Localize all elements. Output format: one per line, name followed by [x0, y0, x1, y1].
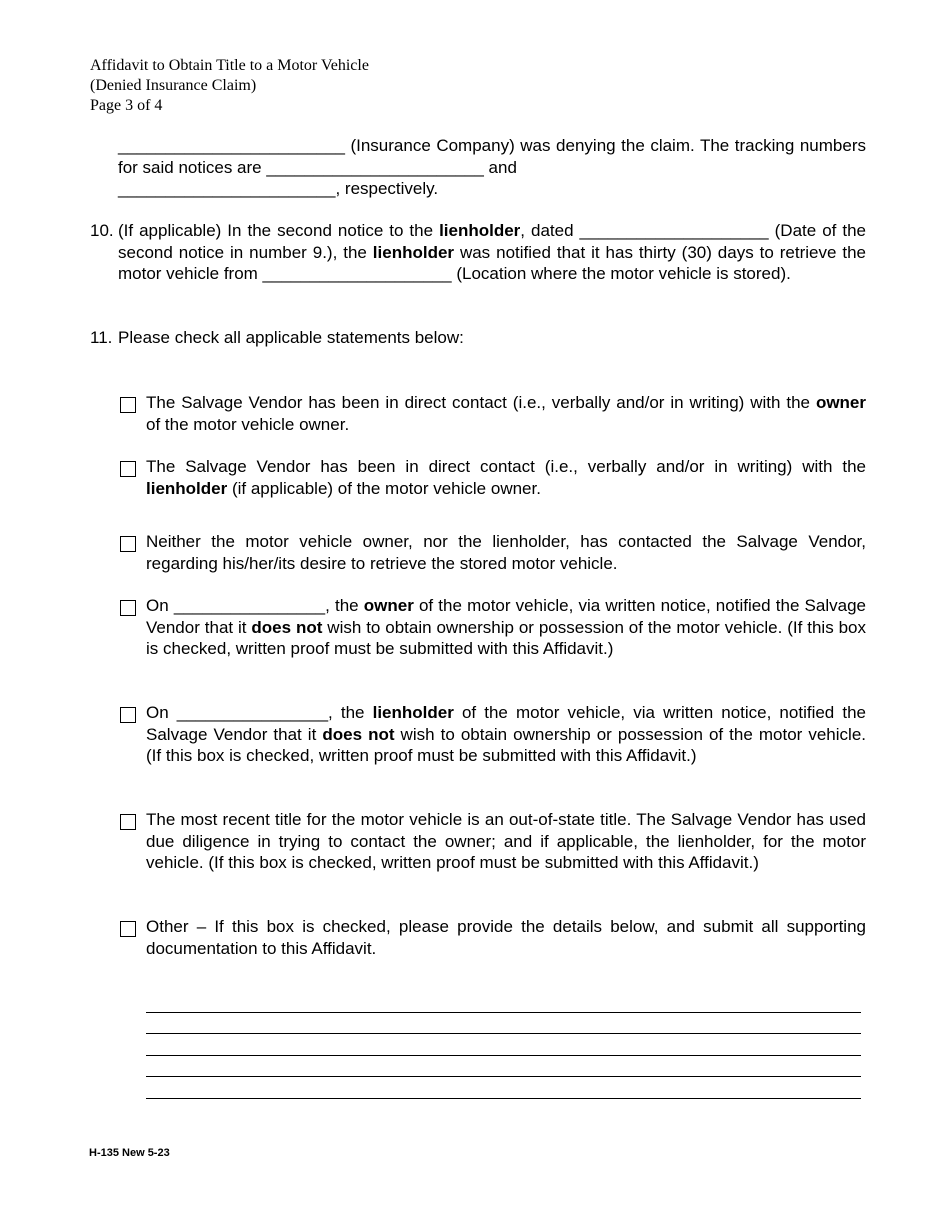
item-10-text — [118, 220, 866, 285]
checkbox-text-part: The Salvage Vendor has been in direct contact (i.e., verbally and/or in writing) with the — [146, 393, 816, 412]
checkbox-text-bold: lienholder — [372, 703, 454, 722]
checkbox-item-lienholder-contact — [118, 456, 866, 499]
checkbox-item-owner-contact — [118, 392, 866, 435]
checkbox-item-text: The most recent title for the motor vehicle is an out-of-state title. The Salvage Vendor has used due diligence in trying to contact the owner; and if applicable, the lienholder, for the motor vehicle. (If this box is checked, written proof must be submitted with this Affidavit.) — [146, 810, 866, 872]
no-contact-checkbox[interactable] — [120, 536, 136, 552]
checkbox-text-part: of the motor vehicle, via written notice, notified the Salvage Vendor that it — [146, 596, 866, 637]
details-blank-line[interactable] — [146, 1013, 861, 1035]
item9-continuation-line2: _______________________, respectively. — [118, 179, 439, 198]
details-blank-line[interactable] — [146, 1077, 861, 1099]
checkbox-item-text — [146, 702, 866, 767]
owner-contact-checkbox[interactable] — [120, 397, 136, 413]
page-number: Page 3 of 4 — [90, 97, 163, 114]
checkbox-item-text — [146, 456, 866, 499]
out-of-state-checkbox[interactable] — [120, 814, 136, 830]
checkbox-text-bold: does not — [322, 724, 395, 744]
item-11-text: Please check all applicable statements below: — [118, 328, 464, 347]
checkbox-item-owner-declined — [118, 595, 866, 660]
details-blank-line[interactable] — [146, 1056, 861, 1078]
checkbox-item-text: Neither the motor vehicle owner, nor the lienholder, has contacted the Salvage Vendor, regarding his/her/its desire to retrieve the stored motor vehicle. — [146, 532, 866, 573]
item-10-part1: (If applicable) In the second notice to the — [118, 221, 440, 240]
item-10-part3: was notified that it has thirty (30) days to retrieve the motor vehicle from ____________________ (Location where the motor vehicle is stored). — [118, 242, 866, 283]
checkbox-text-part: of the motor vehicle owner. — [146, 414, 350, 434]
checkbox-text-part: wish to obtain ownership or possession of the motor vehicle. (If this box is checked, written proof must be submitted with this Affidavit.) — [146, 724, 866, 765]
item-11 — [90, 327, 866, 349]
details-blank-line[interactable] — [146, 1034, 861, 1056]
checkbox-item-text — [146, 595, 866, 660]
lienholder-declined-checkbox[interactable] — [120, 707, 136, 723]
checkbox-text-bold: owner — [363, 596, 414, 615]
checkbox-text-part: (if applicable) of the motor vehicle owner. — [227, 478, 541, 498]
item-10 — [90, 220, 866, 285]
item-11-number: 11. — [90, 328, 113, 347]
lienholder-contact-checkbox[interactable] — [120, 461, 136, 477]
other-checkbox[interactable] — [120, 921, 136, 937]
item-10-bold2: lienholder — [372, 242, 455, 262]
details-blank-line[interactable] — [146, 991, 861, 1013]
checkbox-item-other — [118, 916, 866, 959]
checkbox-item-no-contact — [118, 531, 866, 574]
owner-declined-checkbox[interactable] — [120, 600, 136, 616]
checkbox-text-bold: lienholder — [146, 478, 228, 498]
other-details-lines — [146, 991, 861, 1099]
checkbox-text-part: On ________________, the — [146, 596, 364, 615]
item-10-part2: , dated ____________________ (Date of the second notice in number 9.), the — [118, 221, 866, 262]
checkbox-item-text — [146, 392, 866, 435]
checkbox-text-part: On ________________, the — [146, 703, 373, 722]
item-10-bold1: lienholder — [439, 221, 521, 240]
checkbox-item-out-of-state — [118, 809, 866, 874]
checkbox-text-part: of the motor vehicle, via written notice, notified the Salvage Vendor that it — [146, 703, 866, 744]
form-code: H-135 New 5-23 — [89, 1147, 170, 1159]
document-subtitle: (Denied Insurance Claim) — [90, 77, 257, 94]
checkbox-item-lienholder-declined — [118, 702, 866, 767]
checkbox-text-part: The Salvage Vendor has been in direct contact (i.e., verbally and/or in writing) with the — [146, 457, 866, 476]
checkbox-text-part: wish to obtain ownership or possession of the motor vehicle. (If this box is checked, written proof must be submitted with this Affidavit.) — [146, 617, 866, 658]
checkbox-text-bold: does not — [251, 617, 323, 637]
checkbox-item-text: Other – If this box is checked, please provide the details below, and submit all supporting documentation to this Affidavit. — [146, 917, 866, 958]
checkbox-text-bold: owner — [815, 393, 866, 412]
document-header — [90, 56, 369, 116]
item9-continuation — [118, 135, 866, 200]
item9-continuation-line1: ________________________ (Insurance Company) was denying the claim. The tracking numbers for said notices are _______________________ and — [118, 136, 866, 177]
document-title: Affidavit to Obtain Title to a Motor Vehicle — [90, 57, 369, 74]
item-10-number: 10. — [90, 221, 114, 240]
